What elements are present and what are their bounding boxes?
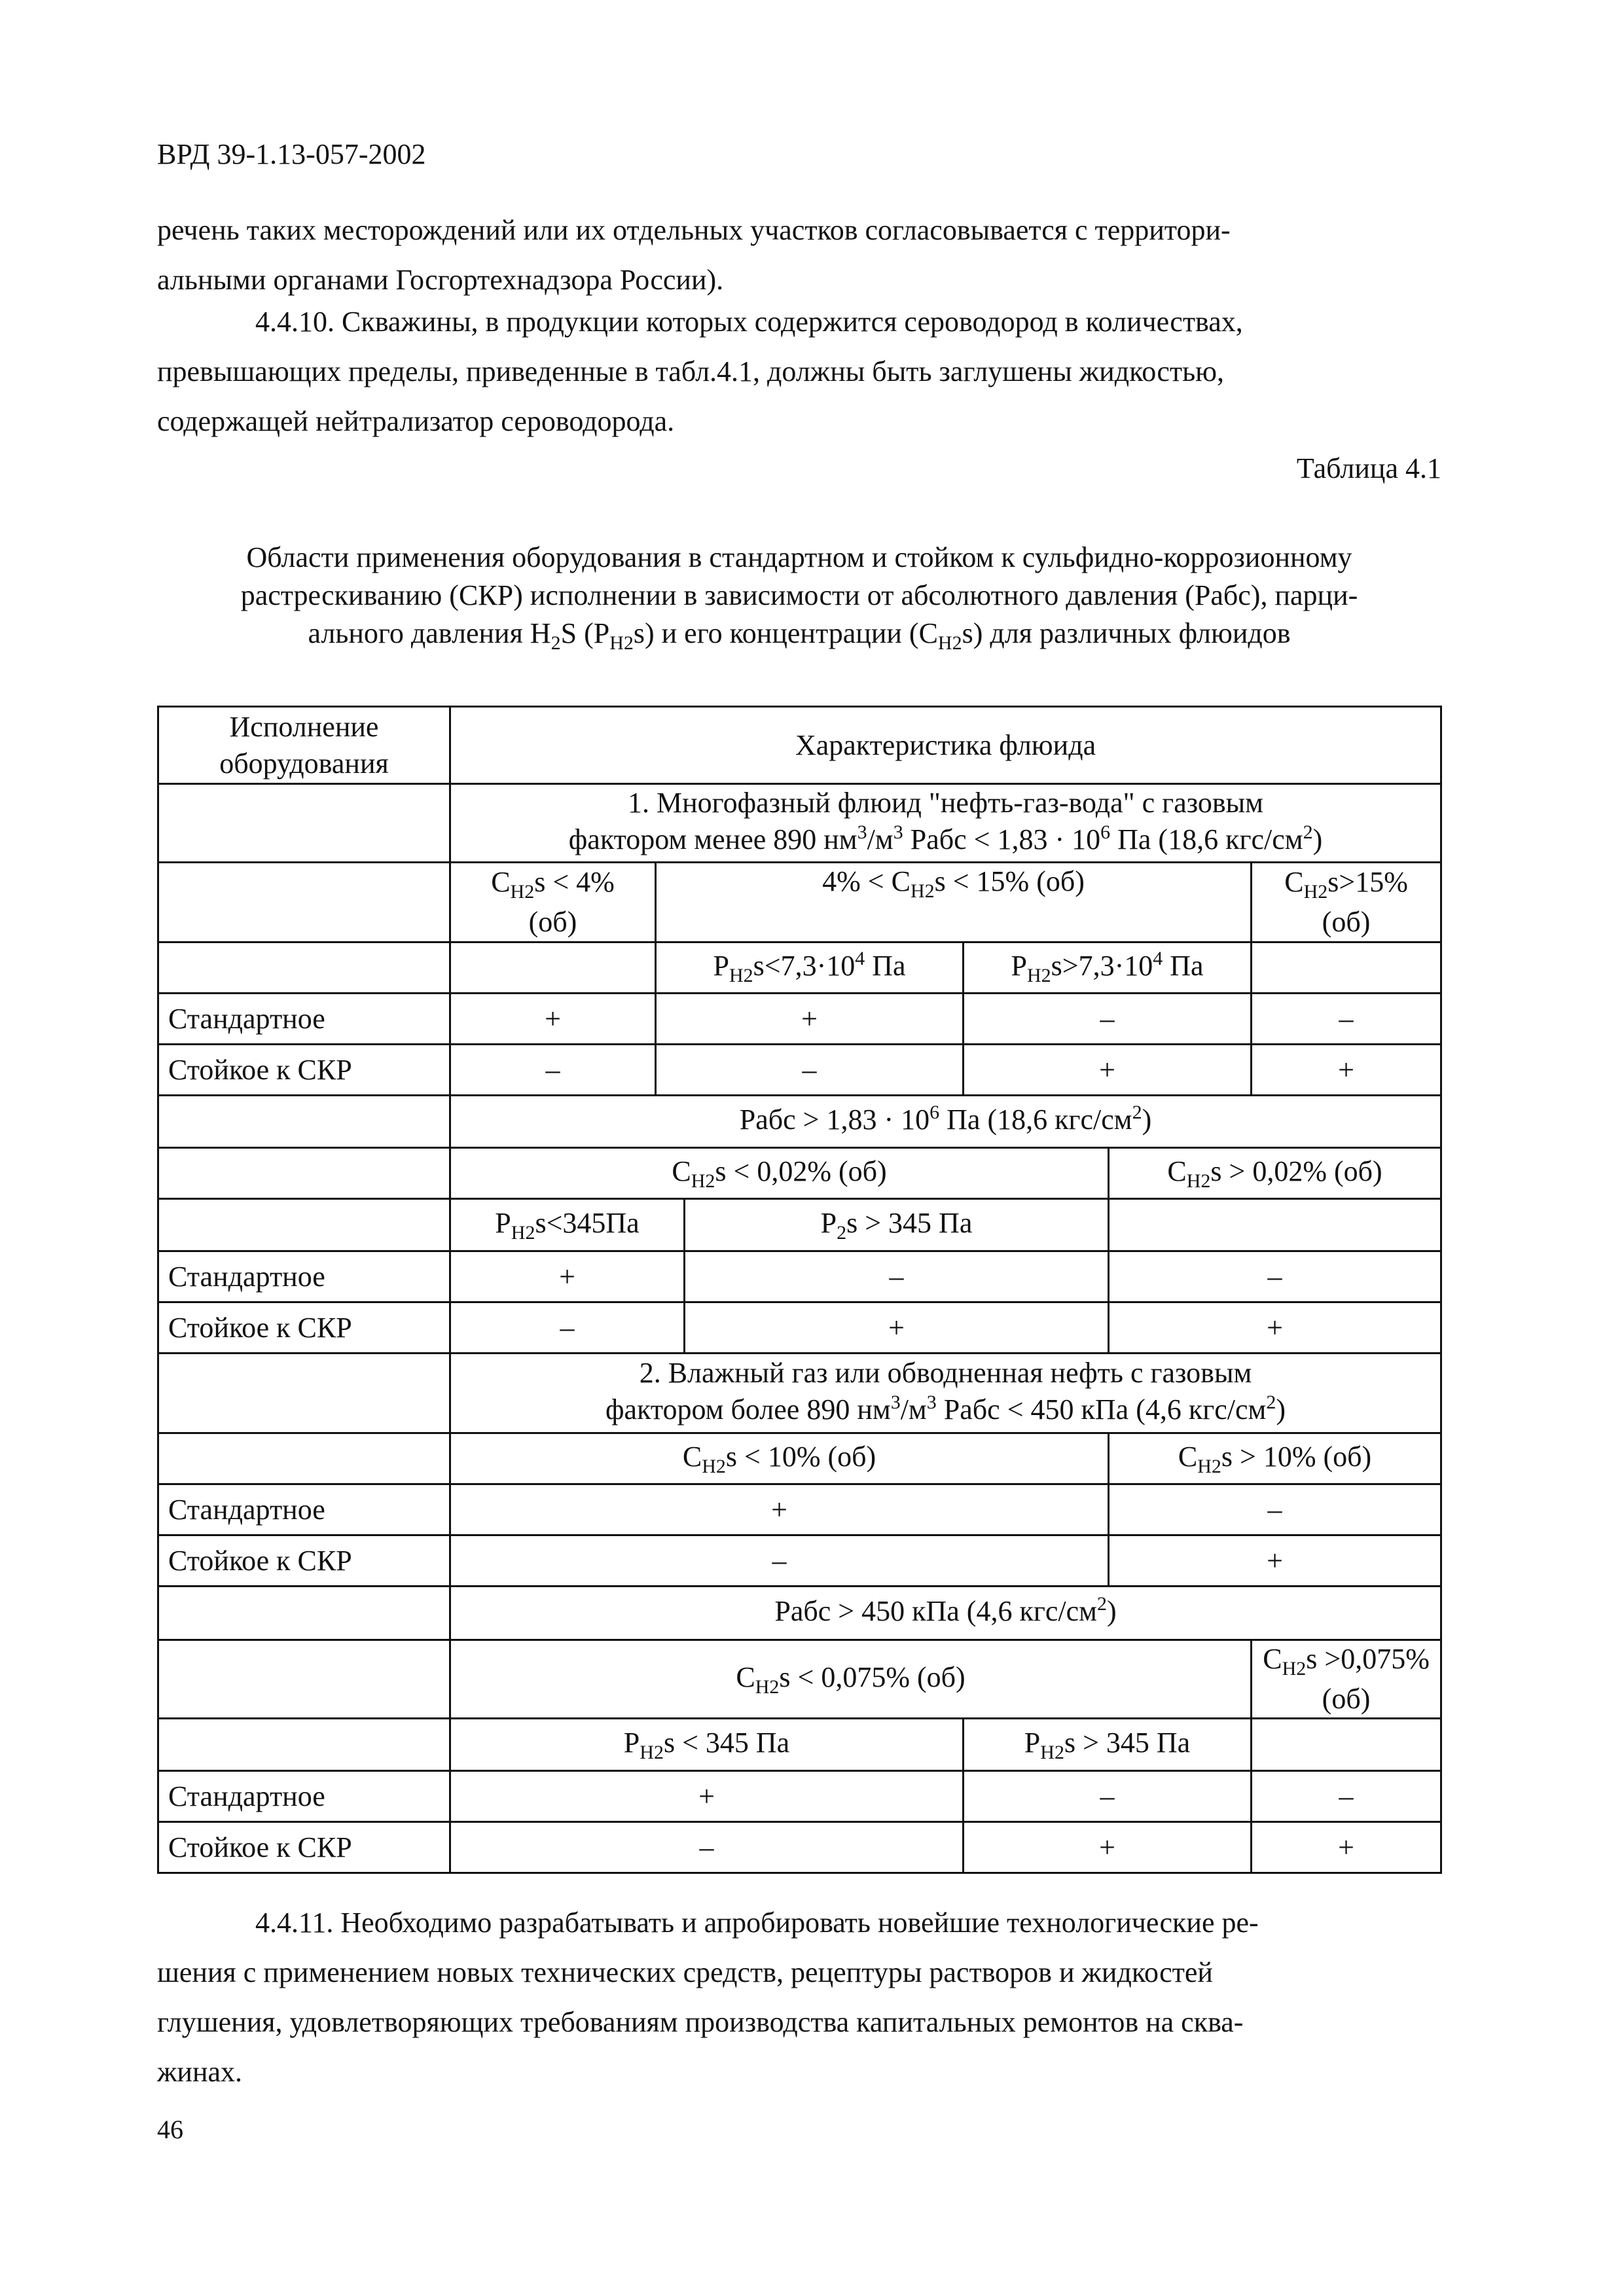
document-header: ВРД 39-1.13-057-2002: [157, 138, 426, 170]
text-line: шения с применением новых технических средств, рецептуры растворов и жидкостей: [157, 1956, 1213, 1988]
table-row: Стойкое к СКР – + +: [158, 1822, 1441, 1873]
table-row: Стойкое к СКР – +: [158, 1535, 1441, 1587]
cell-c-gt-15: $С_{H2}s>15\%$ (об): [1252, 863, 1441, 942]
table-row: $Р_{H2}s<345Па$ $Р_2s > 345$ Па: [158, 1199, 1441, 1251]
header-fluid-characteristics: Характеристика флюида: [450, 707, 1441, 784]
cell-c-4-15: $4\% < С_{H2}s < 15\%$ (об): [656, 863, 1252, 942]
page-number: 46: [157, 2115, 183, 2144]
table-row: Стандартное + –: [158, 1484, 1441, 1535]
paragraph-4-4-11: [157, 1898, 1441, 2097]
text-line: альными органами Госгортехнадзора России).: [157, 264, 724, 296]
cell-p-lt: $Р_{H2}s<7,3\cdot 10^4$ Па: [656, 942, 964, 994]
table-row: [158, 863, 1441, 942]
table-row: $Р_{H2}s < 345$ Па $Р_{H2}s > 345$ Па: [158, 1719, 1441, 1771]
section-1-title: 1. Многофазный флюид "нефть-газ-вода" с газовым фактором менее 890 $нм^3/м^3$ Рабс < $1,83 \cdot 10^6$ Па (18,6 кгс/$см^2$): [450, 784, 1441, 863]
paragraph-4-4-10: [157, 297, 1441, 446]
text-line: жинах.: [157, 2056, 243, 2088]
table-row: Стандартное + + – –: [158, 994, 1441, 1045]
table-header-row: [158, 707, 1441, 784]
table-row: [158, 942, 1441, 994]
table-row: Стойкое к СКР – + +: [158, 1302, 1441, 1354]
table-row: Стандартное + – –: [158, 1251, 1441, 1302]
table-row: $С_{H2}s < 0,075\%$ (об) $С_{H2}s >0,075\%$ (об): [158, 1640, 1441, 1719]
equipment-table: [157, 706, 1442, 1874]
table-row: Стойкое к СКР – – + +: [158, 1045, 1441, 1096]
table-row: $С_{H2}s < 0,02\%$ (об) $С_{H2}s > 0,02\%$ (об): [158, 1148, 1441, 1199]
section-2-title: 2. Влажный газ или обводненная нефть с газовым фактором более 890 $нм^3/м^3$ Рабс < 450 кПа (4,6 кгс/$см^2$): [450, 1354, 1441, 1433]
header-execution: Исполнение оборудования: [158, 707, 450, 784]
table-row: Стандартное + – –: [158, 1771, 1441, 1822]
text-line: превышающих пределы, приведенные в табл.4.1, должны быть заглушены жидкостью,: [157, 355, 1225, 387]
section-1b-title: Рабс > $1,83 \cdot 10^6$ Па (18,6 кгс/$см^2$): [450, 1096, 1441, 1148]
text-line: 4.4.11. Необходимо разрабатывать и апробировать новейшие технологические ре-: [255, 1907, 1259, 1939]
intro-paragraph: [157, 206, 1441, 305]
table-caption: [157, 539, 1441, 656]
caption-line: растрескиванию (СКР) исполнении в зависимости от абсолютного давления (Рабс), парци-: [240, 579, 1358, 611]
section-2-title-row: [158, 1354, 1441, 1433]
cell-p-gt: $Р_{H2}s>7,3\cdot 10^4$ Па: [964, 942, 1252, 994]
caption-line: ального давления $H_2S$ $(Р_{H2}s)$ и его концентрации $(С_{H2}s)$ для различных флюидов: [308, 617, 1291, 654]
table-label: Таблица 4.1: [1296, 452, 1441, 484]
text-line: глушения, удовлетворяющих требованиям производства капитальных ремонтов на сква-: [157, 2006, 1244, 2038]
cell-c-lt-4: $С_{H2}s < 4\%$ (об): [450, 863, 656, 942]
section-1-title-row: [158, 784, 1441, 863]
text-line: содержащей нейтрализатор сероводорода.: [157, 405, 675, 437]
section-1b-title-row: [158, 1096, 1441, 1148]
section-2b-title: Рабс > 450 кПа (4,6 кгс/$см^2$): [450, 1587, 1441, 1640]
caption-line: Области применения оборудования в стандартном и стойком к сульфидно-коррозионному: [246, 541, 1352, 573]
table-row: $С_{H2}s < 10\%$ (об) $С_{H2}s > 10\%$ (об): [158, 1433, 1441, 1484]
text-line: 4.4.10. Скважины, в продукции которых содержится сероводород в количествах,: [255, 306, 1243, 338]
text-line: речень таких месторождений или их отдельных участков согласовывается с территори-: [157, 214, 1231, 246]
section-2b-title-row: [158, 1587, 1441, 1640]
